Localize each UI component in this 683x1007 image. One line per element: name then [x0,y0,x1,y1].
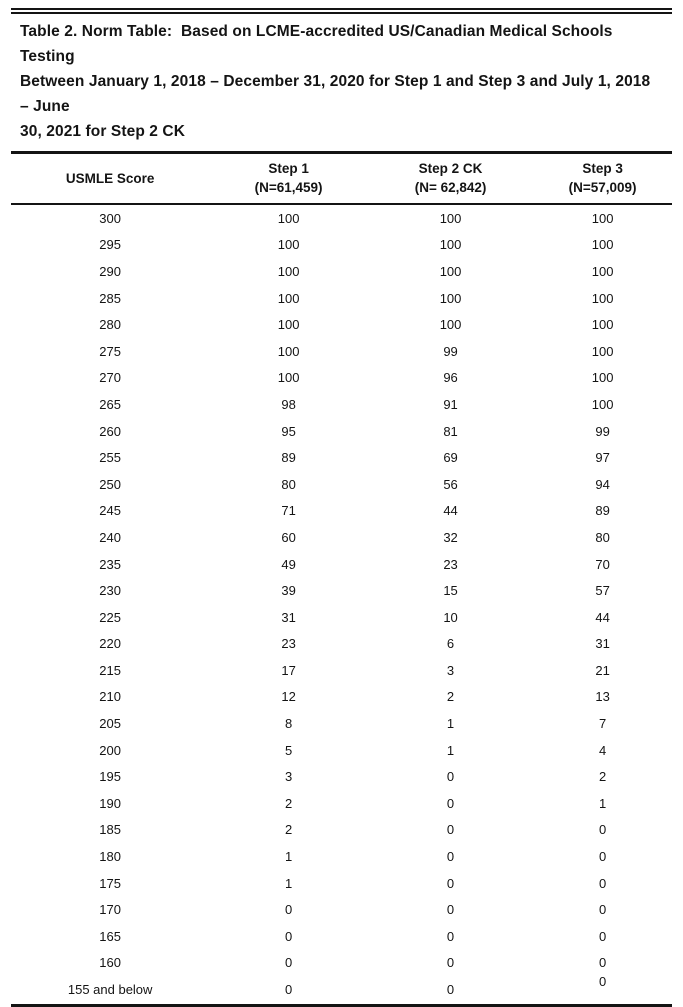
table-row [11,710,672,737]
percentile-cell: 32 [443,529,458,545]
percentile-cell: 49 [281,556,296,572]
percentile-cell: 23 [281,636,296,652]
percentile-cell: 1 [598,795,607,811]
percentile-cell: 13 [595,689,610,705]
table-row [11,790,672,817]
norm-table-header [11,154,672,204]
percentile-cell: 100 [277,343,300,359]
usmle-score-cell: 180 [99,849,121,865]
norm-table-body [11,204,672,1003]
percentile-cell: 100 [591,263,614,279]
percentile-cell: 95 [281,423,296,439]
percentile-cell: 0 [598,822,607,838]
table-row [11,311,672,338]
percentile-cell: 0 [284,982,293,998]
usmle-score-cell: 235 [99,556,121,572]
table-row [11,338,672,365]
percentile-cell: 0 [598,875,607,891]
percentile-cell: 100 [439,317,462,333]
usmle-score-cell: 165 [99,928,121,944]
percentile-cell: 23 [443,556,458,572]
percentile-cell: 1 [446,742,455,758]
table-row [11,524,672,551]
usmle-score-cell: 215 [99,662,121,678]
usmle-score-cell: 245 [99,503,121,519]
percentile-cell: 0 [598,974,607,990]
percentile-cell: 99 [443,343,458,359]
percentile-cell: 57 [595,583,610,599]
percentile-cell: 100 [439,290,462,306]
percentile-cell: 2 [284,795,293,811]
usmle-score-cell: 170 [99,902,121,918]
table-row [11,365,672,392]
percentile-cell: 44 [595,609,610,625]
percentile-cell: 100 [277,290,300,306]
percentile-cell: 7 [598,716,607,732]
table-row [11,204,672,232]
percentile-cell: 80 [281,476,296,492]
percentile-cell: 0 [284,928,293,944]
table-row [11,471,672,498]
percentile-cell: 71 [281,503,296,519]
usmle-score-cell: 175 [99,875,121,891]
usmle-score-cell: 205 [99,716,121,732]
table-row [11,843,672,870]
usmle-score-cell: 290 [99,263,121,279]
percentile-cell: 31 [595,636,610,652]
column-header-step3 [533,154,672,204]
usmle-score-cell: 280 [99,317,121,333]
table-title [11,14,672,151]
percentile-cell: 89 [281,450,296,466]
percentile-cell: 100 [277,263,300,279]
table-row [11,976,672,1003]
percentile-cell: 1 [446,716,455,732]
usmle-score-cell: 275 [99,343,121,359]
usmle-score-cell: 220 [99,636,121,652]
percentile-cell: 60 [281,529,296,545]
usmle-score-cell: 185 [99,822,121,838]
percentile-cell: 56 [443,476,458,492]
norm-table [11,154,672,1003]
table-row [11,684,672,711]
usmle-score-cell: 230 [99,583,121,599]
percentile-cell: 100 [277,317,300,333]
table-row [11,391,672,418]
percentile-cell: 100 [591,370,614,386]
header-row [11,154,672,204]
percentile-cell: 96 [443,370,458,386]
column-header-step1 [209,154,368,204]
percentile-cell: 0 [446,902,455,918]
percentile-cell: 100 [591,237,614,253]
percentile-cell: 2 [446,689,455,705]
table-row [11,498,672,525]
usmle-score-cell: 200 [99,742,121,758]
percentile-cell: 0 [446,849,455,865]
table-row [11,896,672,923]
percentile-cell: 0 [598,928,607,944]
title-line-1: Table 2. Norm Table: Based on LCME-accredited US/Canadian Medical Schools Testing [20,23,617,65]
table-row [11,817,672,844]
percentile-cell: 0 [598,955,607,971]
percentile-cell: 0 [446,795,455,811]
percentile-cell: 94 [595,476,610,492]
percentile-cell: 100 [591,343,614,359]
usmle-score-cell: 265 [99,396,121,412]
percentile-cell: 99 [595,423,610,439]
usmle-score-cell: 270 [99,370,121,386]
usmle-score-cell: 225 [99,609,121,625]
percentile-cell: 100 [591,396,614,412]
column-header-sub: (N= 62,842) [414,180,487,195]
table-row [11,631,672,658]
column-header-label: Step 3 [582,161,623,176]
percentile-cell: 100 [591,317,614,333]
table-row [11,870,672,897]
percentile-cell: 97 [595,450,610,466]
percentile-cell: 21 [595,662,610,678]
table-row [11,737,672,764]
usmle-score-cell: 155 and below [67,982,153,998]
percentile-cell: 100 [277,210,300,226]
percentile-cell: 69 [443,450,458,466]
percentile-cell: 100 [439,263,462,279]
column-header-usmle-score [11,154,209,204]
table-row [11,232,672,259]
percentile-cell: 2 [284,822,293,838]
table-row [11,577,672,604]
bottom-rule [11,1004,672,1007]
percentile-cell: 6 [446,636,455,652]
percentile-cell: 12 [281,689,296,705]
percentile-cell: 0 [446,769,455,785]
table-row [11,657,672,684]
column-header-label: USMLE Score [65,170,155,186]
percentile-cell: 0 [446,955,455,971]
usmle-score-cell: 300 [99,210,121,226]
percentile-cell: 15 [443,583,458,599]
table-row [11,551,672,578]
percentile-cell: 5 [284,742,293,758]
percentile-cell: 100 [591,210,614,226]
percentile-cell: 0 [284,902,293,918]
usmle-score-cell: 285 [99,290,121,306]
percentile-cell: 0 [446,928,455,944]
usmle-score-cell: 210 [99,689,121,705]
percentile-cell: 81 [443,423,458,439]
percentile-cell: 0 [598,902,607,918]
percentile-cell: 0 [446,875,455,891]
percentile-cell: 10 [443,609,458,625]
percentile-cell: 1 [284,875,293,891]
percentile-cell: 70 [595,556,610,572]
usmle-score-cell: 295 [99,237,121,253]
column-header-step2ck [368,154,533,204]
percentile-cell: 44 [443,503,458,519]
table-row [11,258,672,285]
percentile-cell: 3 [284,769,293,785]
usmle-score-cell: 195 [99,769,121,785]
column-header-label: Step 2 CK [418,161,483,176]
column-header-sub: (N=61,459) [254,180,323,195]
percentile-cell: 2 [598,769,607,785]
title-line-2: Between January 1, 2018 – December 31, 2020 for Step 1 and Step 3 and July 1, 2018 – June [20,73,655,115]
percentile-cell: 89 [595,503,610,519]
usmle-score-cell: 255 [99,450,121,466]
percentile-cell: 100 [591,290,614,306]
usmle-score-cell: 250 [99,476,121,492]
table-row [11,418,672,445]
percentile-cell: 3 [446,662,455,678]
table-row [11,923,672,950]
percentile-cell: 39 [281,583,296,599]
table-row [11,444,672,471]
percentile-cell: 91 [443,396,458,412]
percentile-cell: 0 [598,849,607,865]
percentile-cell: 100 [439,210,462,226]
title-line-3: 30, 2021 for Step 2 CK [20,123,186,140]
percentile-cell: 98 [281,396,296,412]
percentile-cell: 80 [595,529,610,545]
usmle-score-cell: 190 [99,795,121,811]
percentile-cell: 8 [284,716,293,732]
percentile-cell: 0 [284,955,293,971]
column-header-label: Step 1 [268,161,309,176]
percentile-cell: 31 [281,609,296,625]
percentile-cell: 17 [281,662,296,678]
column-header-sub: (N=57,009) [568,180,637,195]
percentile-cell: 100 [277,370,300,386]
table-row [11,763,672,790]
percentile-cell: 4 [598,742,607,758]
percentile-cell: 100 [277,237,300,253]
percentile-cell: 100 [439,237,462,253]
table-row [11,604,672,631]
table-row [11,285,672,312]
usmle-score-cell: 240 [99,529,121,545]
percentile-cell: 1 [284,849,293,865]
percentile-cell: 0 [446,822,455,838]
percentile-cell: 0 [446,982,455,998]
usmle-score-cell: 160 [99,955,121,971]
usmle-score-cell: 260 [99,423,121,439]
